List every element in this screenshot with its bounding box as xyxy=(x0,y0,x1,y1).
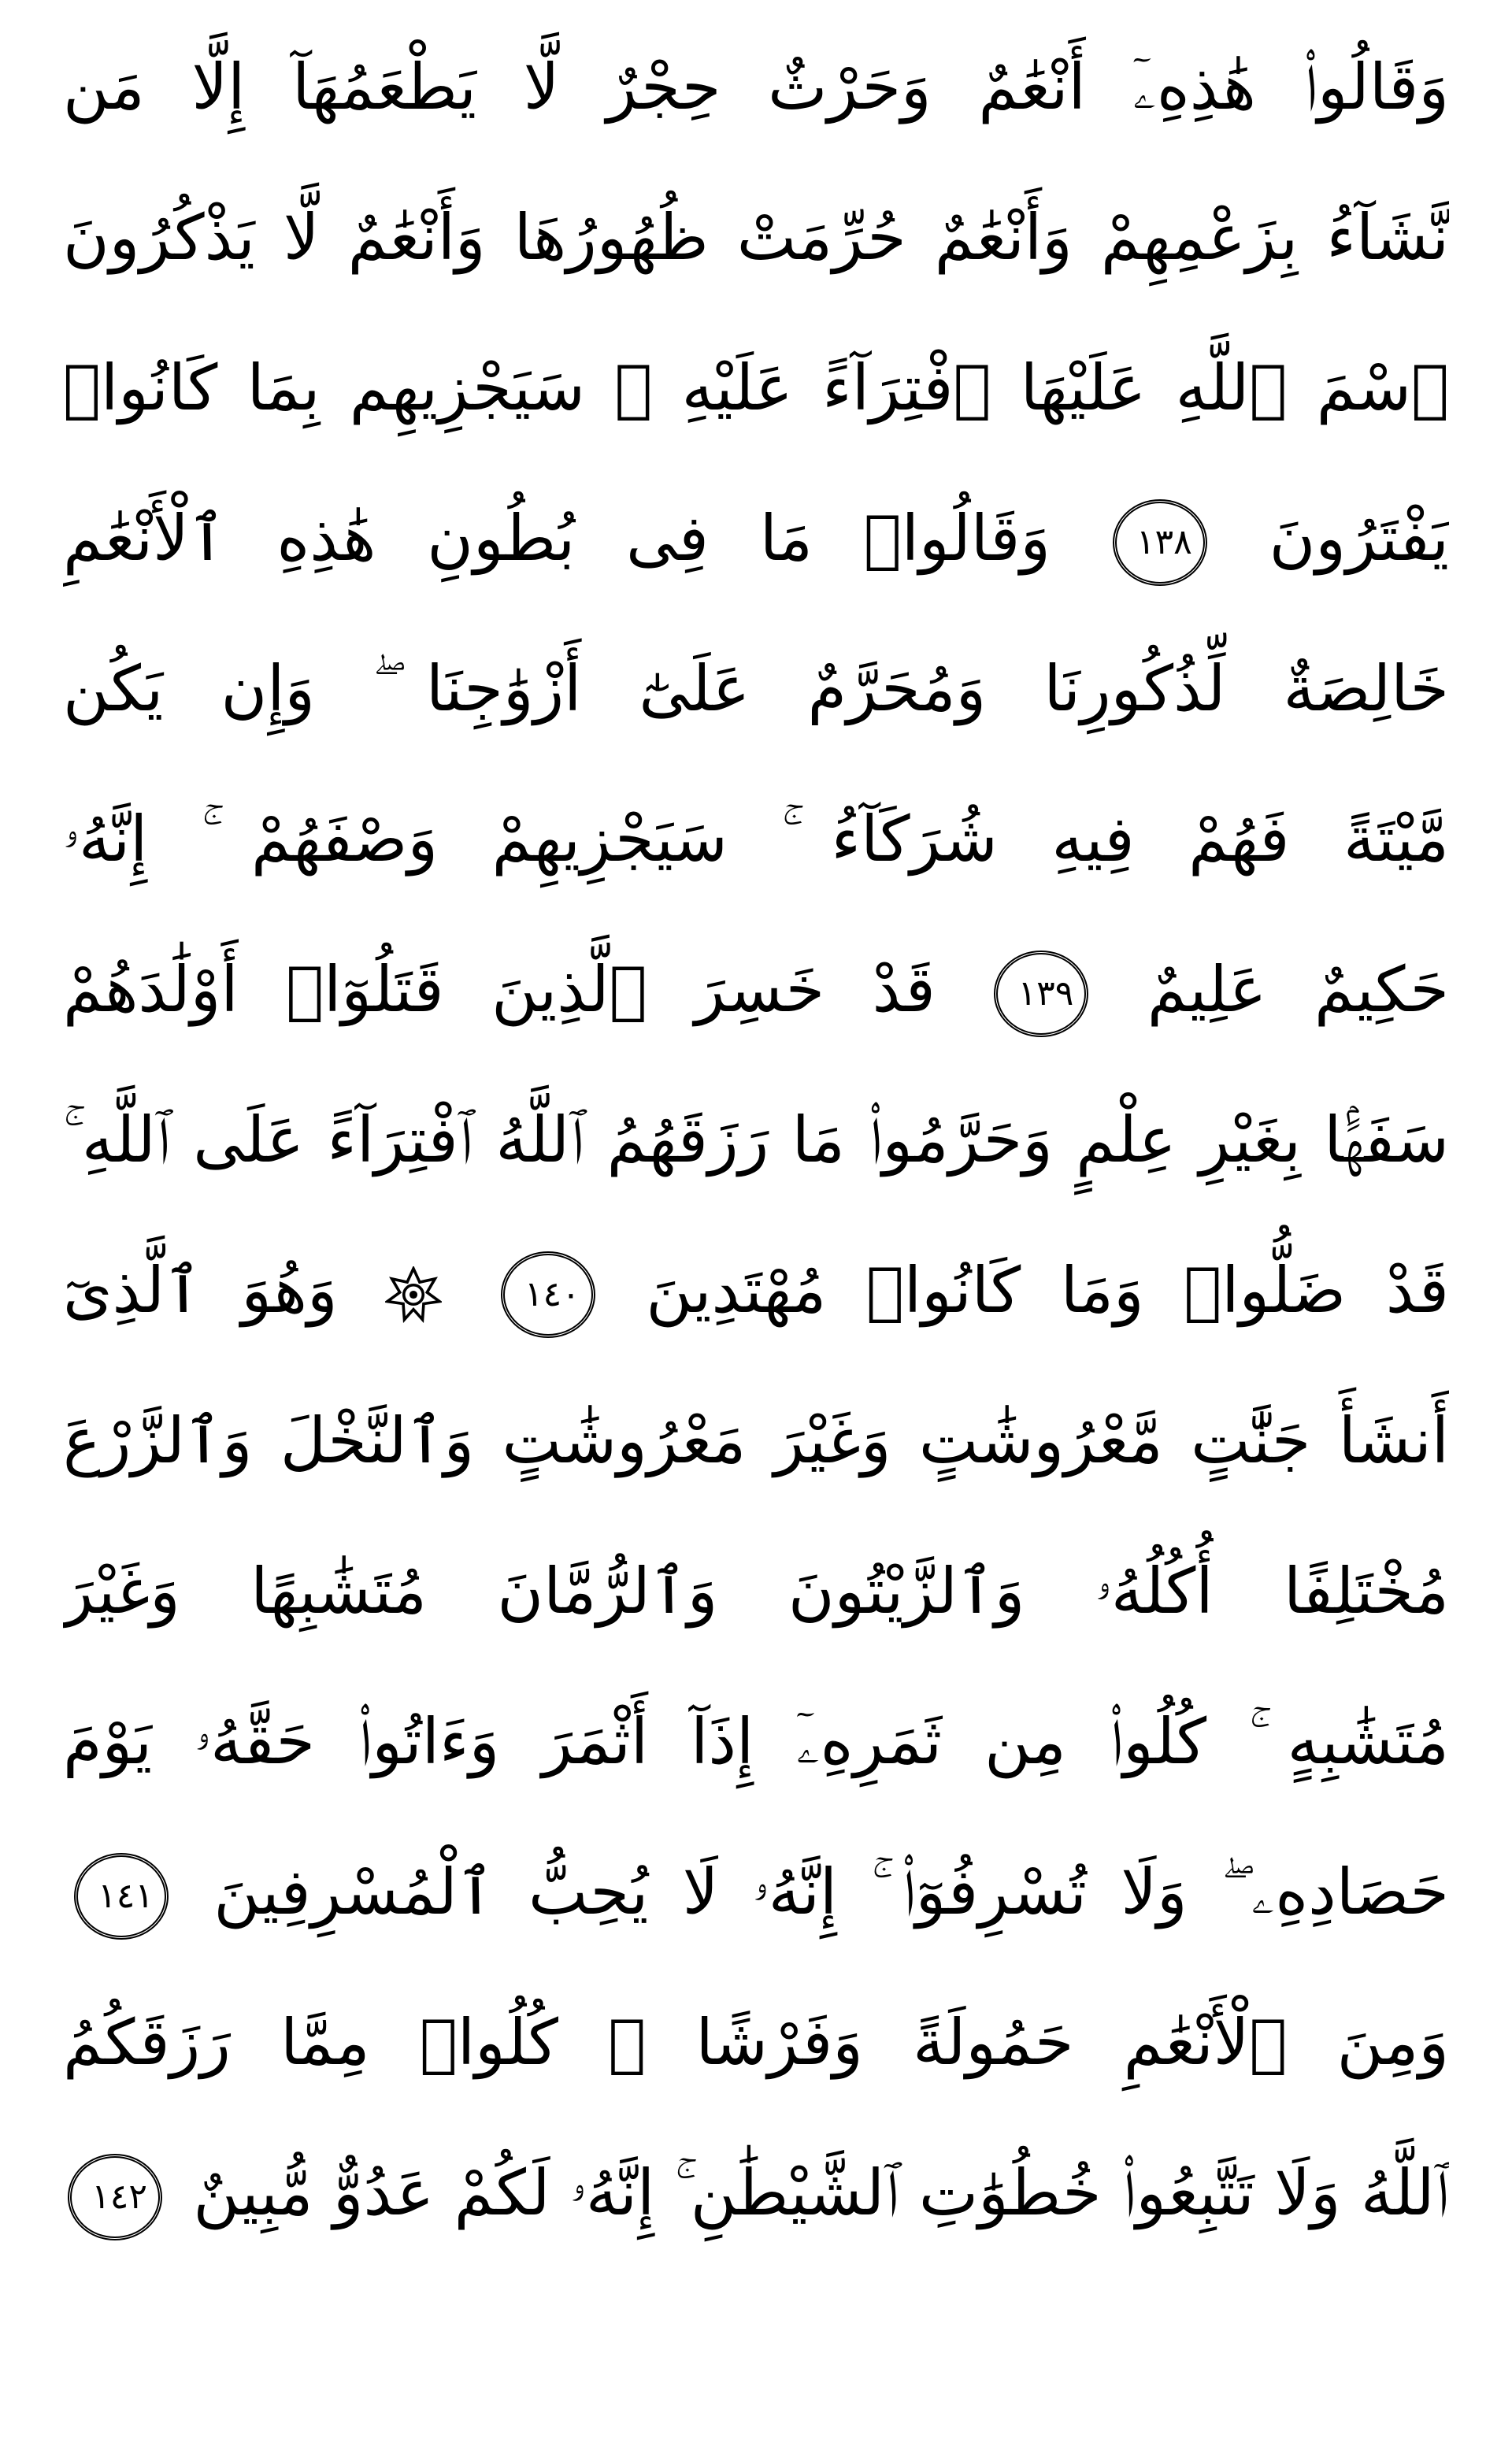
text-line xyxy=(63,769,1449,910)
text-line xyxy=(63,1672,1449,1812)
ayah-number-marker: ١٣٨ xyxy=(1113,499,1207,586)
verse-text: أَنشَأَ جَنَّٰتٍ مَّعْرُوشَٰتٍ وَغَيْرَ مَعْرُوشَٰتٍ وَٱلنَّخْلَ وَٱلزَّرْعَ xyxy=(63,1404,1449,1477)
text-line xyxy=(63,469,1449,609)
text-line xyxy=(63,1221,1449,1361)
text-line xyxy=(63,168,1449,308)
verse-text: وَمِنَ ٱلْأَنْعَٰمِ حَمُولَةً وَفَرْشًا ۚ كُلُوا۟ مِمَّا رَزَقَكُمُ xyxy=(63,2006,1449,2079)
verse-text: وَهُوَ ٱلَّذِىٓ xyxy=(63,1254,338,1327)
verse-text: ٱللَّهُ وَلَا تَتَّبِعُوا۟ خُطُوَٰتِ ٱلشَّيْطَٰنِ ۚ إِنَّهُۥ لَكُمْ عَدُوٌّ مُّبِينٌ xyxy=(193,2156,1449,2229)
text-line xyxy=(63,920,1449,1060)
ayah-number-marker: ١٤٠ xyxy=(501,1251,595,1338)
verse-text: حَكِيمٌ عَلِيمٌ xyxy=(1147,953,1449,1026)
text-line xyxy=(63,1973,1449,2113)
verse-text: خَالِصَةٌ لِّذُكُورِنَا وَمُحَرَّمٌ عَلَىٰٓ أَزْوَٰجِنَا ۖ وَإِن يَكُن xyxy=(63,652,1449,725)
text-line xyxy=(63,1371,1449,1511)
text-line xyxy=(63,17,1449,158)
verse-text: مُخْتَلِفًا أُكُلُهُۥ وَٱلزَّيْتُونَ وَٱلرُّمَّانَ مُتَشَٰبِهًا وَغَيْرَ xyxy=(63,1555,1449,1628)
ayah-number-marker: ١٣٩ xyxy=(994,951,1088,1037)
verse-text: مَّيْتَةً فَهُمْ فِيهِ شُرَكَآءُ ۚ سَيَجْزِيهِمْ وَصْفَهُمْ ۚ إِنَّهُۥ xyxy=(63,802,1449,876)
ayah-number-marker: ١٤٢ xyxy=(68,2154,162,2240)
text-line xyxy=(63,1822,1449,1962)
verse-text: قَدْ ضَلُّوا۟ وَمَا كَانُوا۟ مُهْتَدِينَ xyxy=(646,1254,1449,1327)
text-line xyxy=(63,619,1449,759)
verse-text: مُتَشَٰبِهٍ ۚ كُلُوا۟ مِن ثَمَرِهِۦٓ إِذَآ أَثْمَرَ وَءَاتُوا۟ حَقَّهُۥ يَوْمَ xyxy=(63,1705,1449,1778)
verse-text: وَقَالُوا۟ هَٰذِهِۦٓ أَنْعَٰمٌ وَحَرْثٌ حِجْرٌ لَّا يَطْعَمُهَآ إِلَّا مَن xyxy=(63,50,1449,124)
verse-text: قَدْ خَسِرَ ٱلَّذِينَ قَتَلُوٓا۟ أَوْلَٰدَهُمْ xyxy=(63,953,936,1026)
verse-text: سَفَهًۢا بِغَيْرِ عِلْمٍ وَحَرَّمُوا۟ مَا رَزَقَهُمُ ٱللَّهُ ٱفْتِرَآءً عَلَى ٱللَّهِ ۚ xyxy=(63,1103,1449,1177)
verse-text: يَفْتَرُونَ xyxy=(1269,502,1449,575)
verse-text: نَّشَآءُ بِزَعْمِهِمْ وَأَنْعَٰمٌ حُرِّمَتْ ظُهُورُهَا وَأَنْعَٰمٌ لَّا يَذْكُرُونَ xyxy=(63,201,1449,274)
text-line xyxy=(63,1521,1449,1662)
verse-text: وَقَالُوا۟ مَا فِى بُطُونِ هَٰذِهِ ٱلْأَنْعَٰمِ xyxy=(63,502,1051,575)
ayah-number-marker: ١٤١ xyxy=(74,1853,169,1940)
hizb-star-icon xyxy=(385,1266,442,1323)
verse-text: حَصَادِهِۦ ۖ وَلَا تُسْرِفُوٓا۟ ۚ إِنَّهُۥ لَا يُحِبُّ ٱلْمُسْرِفِينَ xyxy=(213,1855,1449,1929)
text-line xyxy=(63,2123,1449,2263)
verse-text: ٱسْمَ ٱللَّهِ عَلَيْهَا ٱفْتِرَآءً عَلَيْهِ ۚ سَيَجْزِيهِم بِمَا كَانُوا۟ xyxy=(63,351,1449,424)
text-line xyxy=(63,1070,1449,1210)
text-line xyxy=(63,318,1449,458)
